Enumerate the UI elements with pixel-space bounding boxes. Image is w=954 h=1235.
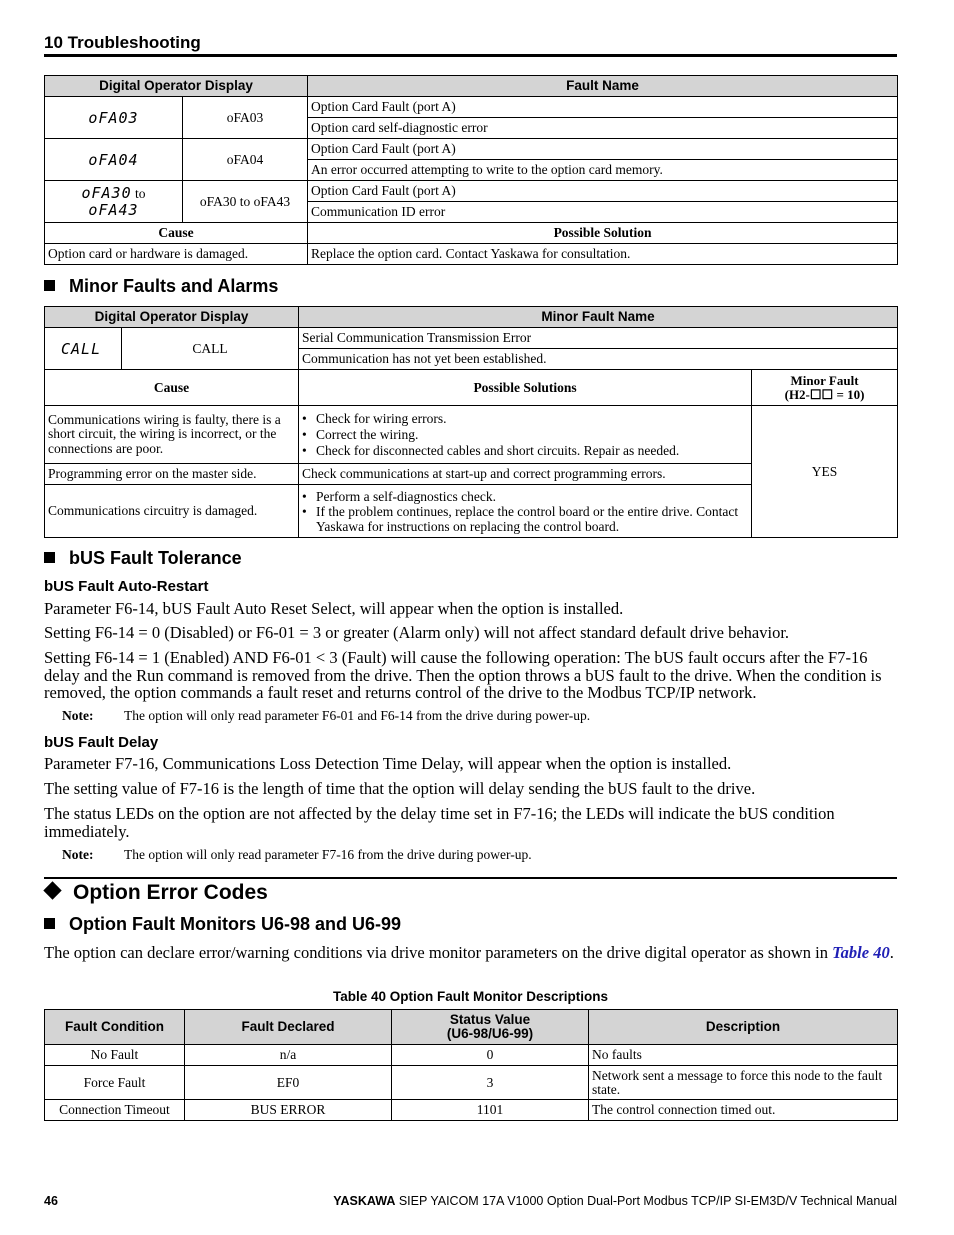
description: The control connection timed out.	[589, 1100, 898, 1121]
option-fault-monitors-heading	[44, 914, 401, 935]
option-fault-monitors-heading-text: Option Fault Monitors U6-98 and U6-99	[69, 914, 402, 934]
note	[62, 847, 532, 863]
solution-cell: Replace the option card. Contact Yaskawa for consultation.	[308, 244, 898, 265]
header-cause: Cause	[45, 370, 299, 406]
cause-cell: Programming error on the master side.	[45, 464, 299, 485]
list-item: • Correct the wiring.	[302, 427, 748, 443]
header-fault-condition: Fault Condition	[45, 1010, 185, 1045]
bus-fault-tolerance-heading-text: bUS Fault Tolerance	[69, 548, 242, 568]
list-item: • If the problem continues, replace the control board or the entire drive. Contact Yaskawa for instructions on replacing the control board.	[302, 504, 748, 534]
minor-faults-heading	[44, 276, 278, 297]
header-fault-declared: Fault Declared	[185, 1010, 392, 1045]
header-minor-fault	[752, 370, 898, 406]
paragraph: The status LEDs on the option are not affected by the delay time set in F7-16; the LEDs will indicate the bUS condition immediately.	[44, 804, 835, 841]
fault-description: Communication ID error	[308, 202, 898, 223]
status-value: 3	[392, 1066, 589, 1100]
note	[62, 708, 590, 724]
solution-cell: Check communications at start-up and correct programming errors.	[299, 464, 752, 485]
fault-condition: No Fault	[45, 1045, 185, 1066]
paragraph: The setting value of F7-16 is the length of time that the option will delay sending the bUS fault to the drive.	[44, 779, 756, 798]
fault-declared: EF0	[185, 1066, 392, 1100]
fault-code: oFA04	[183, 139, 308, 181]
square-bullet-icon	[44, 280, 55, 291]
header-description: Description	[589, 1010, 898, 1045]
minor-faults-heading-text: Minor Faults and Alarms	[69, 276, 279, 296]
fault-condition: Force Fault	[45, 1066, 185, 1100]
bus-fault-delay-heading: bUS Fault Delay	[44, 734, 159, 751]
header-possible-solution: Possible Solution	[308, 223, 898, 244]
table-caption: Table 40 Option Fault Monitor Descriptions	[332, 989, 609, 1004]
fault-declared: BUS ERROR	[185, 1100, 392, 1121]
fault-table-ofa	[44, 75, 898, 265]
paragraph: Setting F6-14 = 0 (Disabled) or F6-01 = 3 or greater (Alarm only) will not affect standard default drive behavior.	[44, 623, 790, 642]
header-digital-operator-display: Digital Operator Display	[45, 307, 299, 328]
cause-cell: Option card or hardware is damaged.	[45, 244, 308, 265]
header-minor-fault-line1: Minor Fault	[790, 372, 859, 388]
operator-display: oFA03	[45, 97, 183, 139]
note-label: Note:	[62, 708, 94, 723]
operator-display-end: oFA43	[88, 200, 139, 219]
table-row	[45, 1100, 898, 1121]
fault-code: oFA03	[183, 97, 308, 139]
footer-title	[333, 1194, 897, 1208]
fault-name: Option Card Fault (port A)	[308, 139, 898, 160]
footer-manual-title: SIEP YAICOM 17A V1000 Option Dual-Port Modbus TCP/IP SI-EM3D/V Technical Manual	[395, 1194, 897, 1208]
paragraph: Parameter F7-16, Communications Loss Detection Time Delay, will appear when the option is installed.	[44, 754, 732, 773]
option-fault-monitor-table	[44, 1009, 898, 1121]
header-status-value-line2: (U6-98/U6-99)	[446, 1026, 534, 1041]
fault-code: CALL	[122, 328, 299, 370]
solutions-list	[302, 411, 748, 459]
page-number: 46	[44, 1194, 58, 1208]
option-error-codes-heading	[44, 881, 268, 905]
header-possible-solutions: Possible Solutions	[299, 370, 752, 406]
cause-cell: Communications circuitry is damaged.	[45, 485, 299, 538]
solutions-cell	[299, 406, 752, 464]
option-error-codes-heading-text: Option Error Codes	[73, 881, 268, 904]
status-value: 1101	[392, 1100, 589, 1121]
status-value: 0	[392, 1045, 589, 1066]
table-row	[45, 1066, 898, 1100]
header-cause: Cause	[45, 223, 308, 244]
table-40-link[interactable]: Table 40	[832, 943, 890, 962]
diamond-bullet-icon	[43, 881, 61, 899]
fault-condition: Connection Timeout	[45, 1100, 185, 1121]
minor-fault-value: YES	[752, 406, 898, 538]
square-bullet-icon	[44, 918, 55, 929]
list-item: • Check for wiring errors.	[302, 411, 748, 427]
fault-description: Option card self-diagnostic error	[308, 118, 898, 139]
operator-display-range	[45, 181, 183, 223]
operator-display: oFA04	[45, 139, 183, 181]
footer-brand: YASKAWA	[333, 1194, 396, 1208]
operator-display: CALL	[45, 328, 122, 370]
cause-cell: Communications wiring is faulty, there is a short circuit, the wiring is incorrect, or the connections are poor.	[45, 406, 299, 464]
section-header: 10 Troubleshooting	[44, 33, 201, 52]
header-rule	[44, 54, 897, 57]
minor-fault-table	[44, 306, 898, 538]
solutions-cell	[299, 485, 752, 538]
fault-name: Option Card Fault (port A)	[308, 97, 898, 118]
bus-fault-tolerance-heading	[44, 548, 242, 569]
square-bullet-icon	[44, 552, 55, 563]
fault-name: Serial Communication Transmission Error	[299, 328, 898, 349]
paragraph	[44, 944, 897, 962]
list-item: • Perform a self-diagnostics check.	[302, 489, 748, 504]
fault-declared: n/a	[185, 1045, 392, 1066]
header-fault-name: Fault Name	[308, 76, 898, 97]
list-item: • Check for disconnected cables and short circuits. Repair as needed.	[302, 443, 748, 459]
header-status-value-line1: Status Value	[449, 1012, 531, 1027]
header-status-value	[392, 1010, 589, 1045]
operator-display-start: oFA30	[81, 183, 132, 202]
header-minor-fault-line2: (H2-☐☐ = 10)	[784, 386, 865, 402]
header-digital-operator-display: Digital Operator Display	[45, 76, 308, 97]
section-rule	[44, 877, 897, 879]
fault-code: oFA30 to oFA43	[183, 181, 308, 223]
header-minor-fault-name: Minor Fault Name	[299, 307, 898, 328]
paragraph: Setting F6-14 = 1 (Enabled) AND F6-01 < 3 (Fault) will cause the following operation: The bUS fault occurs after the F7-16 delay and the Run command is removed from the drive. Then the option throws a bUS fault to the drive. When the condition is removed, the option commands a fault reset and returns control of the drive to the Modbus TCP/IP network.	[44, 648, 882, 702]
note-label: Note:	[62, 847, 94, 862]
fault-description: An error occurred attempting to write to the option card memory.	[308, 160, 898, 181]
table-row	[45, 1045, 898, 1066]
intro-text: The option can declare error/warning conditions via drive monitor parameters on the drive digital operator as shown in	[44, 943, 833, 962]
paragraph: Parameter F6-14, bUS Fault Auto Reset Select, will appear when the option is installed.	[44, 599, 624, 618]
description: No faults	[589, 1045, 898, 1066]
solutions-list	[302, 489, 748, 534]
note-text: The option will only read parameter F7-16 from the drive during power-up.	[124, 847, 532, 862]
fault-name: Option Card Fault (port A)	[308, 181, 898, 202]
range-to: to	[135, 185, 146, 201]
intro-end: .	[889, 943, 894, 962]
bus-fault-auto-restart-heading: bUS Fault Auto-Restart	[44, 578, 209, 595]
note-text: The option will only read parameter F6-01 and F6-14 from the drive during power-up.	[124, 708, 591, 723]
description: Network sent a message to force this node to the fault state.	[589, 1066, 898, 1100]
fault-description: Communication has not yet been established.	[299, 349, 898, 370]
